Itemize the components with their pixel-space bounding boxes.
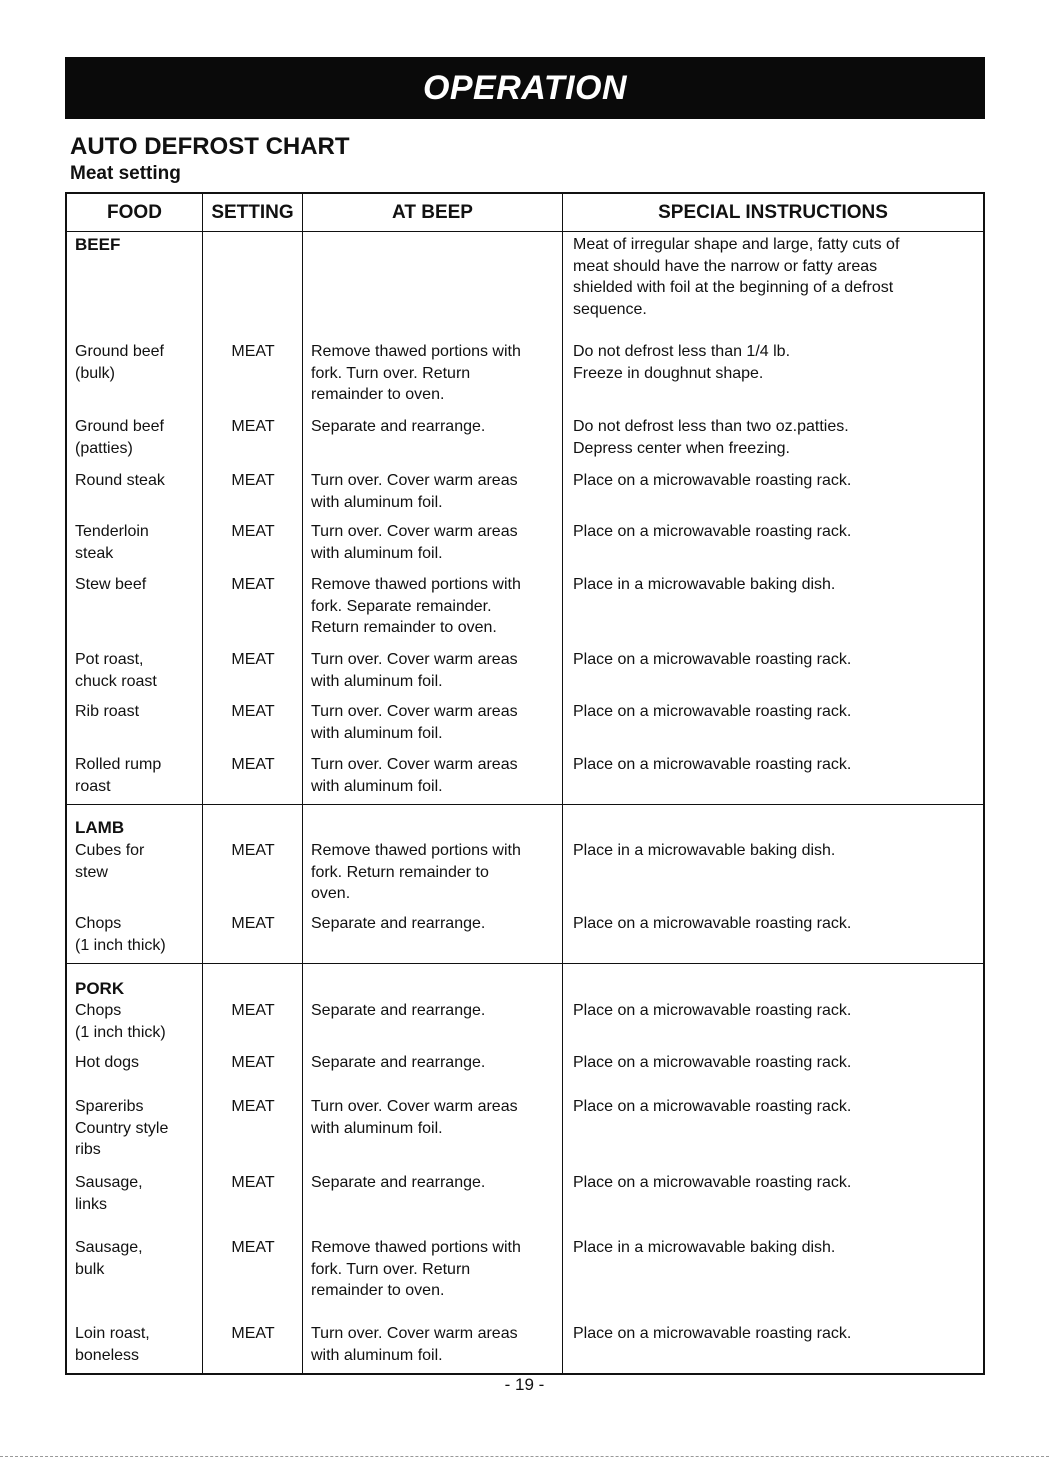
at-beep-instruction: Turn over. Cover warm areas: [311, 1325, 518, 1342]
header-special-instructions: SPECIAL INSTRUCTIONS: [658, 202, 888, 223]
food-name: (patties): [75, 439, 133, 457]
special-instruction: Freeze in doughnut shape.: [573, 364, 764, 382]
category-lamb: LAMB: [75, 818, 125, 837]
special-instruction: Place on a microwavable roasting rack.: [573, 472, 852, 489]
setting-value: MEAT: [231, 1325, 275, 1342]
column-divider: [302, 194, 303, 1373]
column-divider: [562, 194, 563, 1373]
food-name: Rolled rump: [75, 756, 162, 773]
food-name: Pot roast,: [75, 651, 144, 668]
food-name: bulk: [75, 1260, 105, 1278]
category-beef: BEEF: [75, 235, 121, 254]
food-name: Chops: [75, 1002, 122, 1019]
at-beep-instruction: Turn over. Cover warm areas: [311, 703, 518, 720]
at-beep-instruction: remainder to oven.: [311, 386, 445, 404]
food-name: Stew beef: [75, 576, 147, 593]
special-instruction: Place on a microwavable roasting rack.: [573, 651, 852, 668]
special-instruction: Place in a microwavable baking dish.: [573, 842, 836, 859]
category-note: sequence.: [573, 301, 647, 319]
at-beep-instruction: Remove thawed portions with: [311, 576, 521, 593]
at-beep-instruction: Turn over. Cover warm areas: [311, 651, 518, 668]
special-instruction: Depress center when freezing.: [573, 439, 790, 457]
setting-value: MEAT: [231, 472, 275, 489]
setting-value: MEAT: [231, 1098, 275, 1115]
section-divider: [67, 963, 983, 964]
column-divider: [202, 194, 203, 1373]
at-beep-instruction: Turn over. Cover warm areas: [311, 1098, 518, 1115]
food-name: Ground beef: [75, 343, 164, 360]
at-beep-instruction: Separate and rearrange.: [311, 1002, 486, 1019]
category-note: meat should have the narrow or fatty areas: [573, 257, 878, 275]
at-beep-instruction: Remove thawed portions with: [311, 842, 521, 859]
setting-value: MEAT: [231, 418, 275, 435]
at-beep-instruction: with aluminum foil.: [311, 1346, 443, 1364]
setting-value: MEAT: [231, 576, 275, 593]
special-instruction: Place on a microwavable roasting rack.: [573, 1098, 852, 1115]
header-food: FOOD: [107, 202, 162, 223]
food-name: Rib roast: [75, 703, 140, 720]
food-name: Chops: [75, 915, 122, 932]
special-instruction: Place on a microwavable roasting rack.: [573, 1054, 852, 1071]
setting-value: MEAT: [231, 1054, 275, 1071]
special-instruction: Do not defrost less than 1/4 lb.: [573, 343, 791, 360]
food-name: Country style: [75, 1119, 169, 1137]
page-number: - 19 -: [504, 1375, 545, 1394]
food-name: roast: [75, 777, 111, 795]
at-beep-instruction: Separate and rearrange.: [311, 915, 486, 932]
setting-value: MEAT: [231, 842, 275, 859]
at-beep-instruction: Separate and rearrange.: [311, 1054, 486, 1071]
special-instruction: Place in a microwavable baking dish.: [573, 1239, 836, 1256]
food-name: ribs: [75, 1141, 101, 1159]
at-beep-instruction: with aluminum foil.: [311, 1119, 443, 1137]
at-beep-instruction: with aluminum foil.: [311, 672, 443, 690]
at-beep-instruction: Turn over. Cover warm areas: [311, 472, 518, 489]
category-note: shielded with foil at the beginning of a defrost: [573, 279, 894, 297]
setting-value: MEAT: [231, 523, 275, 540]
setting-value: MEAT: [231, 915, 275, 932]
category-pork: PORK: [75, 979, 125, 998]
operation-banner: [65, 57, 985, 119]
food-name: steak: [75, 544, 114, 562]
special-instruction: Place on a microwavable roasting rack.: [573, 523, 852, 540]
at-beep-instruction: with aluminum foil.: [311, 724, 443, 742]
at-beep-instruction: Return remainder to oven.: [311, 619, 497, 637]
special-instruction: Place on a microwavable roasting rack.: [573, 915, 852, 932]
at-beep-instruction: Separate and rearrange.: [311, 418, 486, 435]
food-name: Tenderloin: [75, 523, 149, 540]
food-name: Ground beef: [75, 418, 164, 435]
at-beep-instruction: Turn over. Cover warm areas: [311, 756, 518, 773]
setting-value: MEAT: [231, 1002, 275, 1019]
at-beep-instruction: Turn over. Cover warm areas: [311, 523, 518, 540]
food-name: chuck roast: [75, 672, 157, 690]
at-beep-instruction: fork. Return remainder to: [311, 863, 489, 881]
banner-title: OPERATION: [422, 69, 628, 107]
food-name: Round steak: [75, 472, 165, 489]
food-name: links: [75, 1195, 108, 1213]
setting-value: MEAT: [231, 1239, 275, 1256]
special-instruction: Place on a microwavable roasting rack.: [573, 1002, 852, 1019]
at-beep-instruction: Separate and rearrange.: [311, 1174, 486, 1191]
food-name: Cubes for: [75, 842, 145, 859]
at-beep-instruction: with aluminum foil.: [311, 777, 443, 795]
chart-title: AUTO DEFROST CHART: [70, 133, 350, 160]
special-instruction: Place on a microwavable roasting rack.: [573, 1174, 852, 1191]
at-beep-instruction: with aluminum foil.: [311, 544, 443, 562]
at-beep-instruction: Remove thawed portions with: [311, 1239, 521, 1256]
food-name: Sausage,: [75, 1239, 143, 1256]
food-name: (bulk): [75, 364, 116, 382]
food-name: boneless: [75, 1346, 140, 1364]
special-instruction: Place in a microwavable baking dish.: [573, 576, 836, 593]
at-beep-instruction: fork. Separate remainder.: [311, 597, 492, 615]
setting-value: MEAT: [231, 703, 275, 720]
section-divider: [67, 804, 983, 805]
at-beep-instruction: oven.: [311, 885, 351, 903]
special-instruction: Place on a microwavable roasting rack.: [573, 703, 852, 720]
setting-value: MEAT: [231, 651, 275, 668]
setting-value: MEAT: [231, 1174, 275, 1191]
at-beep-instruction: with aluminum foil.: [311, 493, 443, 511]
category-note: Meat of irregular shape and large, fatty cuts of: [573, 236, 900, 253]
chart-subtitle: Meat setting: [70, 163, 181, 184]
header-setting: SETTING: [211, 202, 294, 223]
header-at-beep: AT BEEP: [392, 202, 473, 223]
food-name: stew: [75, 863, 108, 881]
at-beep-instruction: fork. Turn over. Return: [311, 364, 471, 382]
at-beep-instruction: remainder to oven.: [311, 1282, 445, 1300]
food-name: Spareribs: [75, 1098, 144, 1115]
food-name: Hot dogs: [75, 1054, 140, 1071]
food-name: Loin roast,: [75, 1325, 150, 1342]
at-beep-instruction: Remove thawed portions with: [311, 343, 521, 360]
at-beep-instruction: fork. Turn over. Return: [311, 1260, 471, 1278]
special-instruction: Place on a microwavable roasting rack.: [573, 1325, 852, 1342]
special-instruction: Place on a microwavable roasting rack.: [573, 756, 852, 773]
food-name: (1 inch thick): [75, 1023, 166, 1041]
setting-value: MEAT: [231, 343, 275, 360]
food-name: Sausage,: [75, 1174, 143, 1191]
food-name: (1 inch thick): [75, 936, 166, 954]
setting-value: MEAT: [231, 756, 275, 773]
special-instruction: Do not defrost less than two oz.patties.: [573, 418, 849, 435]
defrost-table: [65, 192, 985, 1375]
page-edge-rule: [0, 1456, 1049, 1457]
